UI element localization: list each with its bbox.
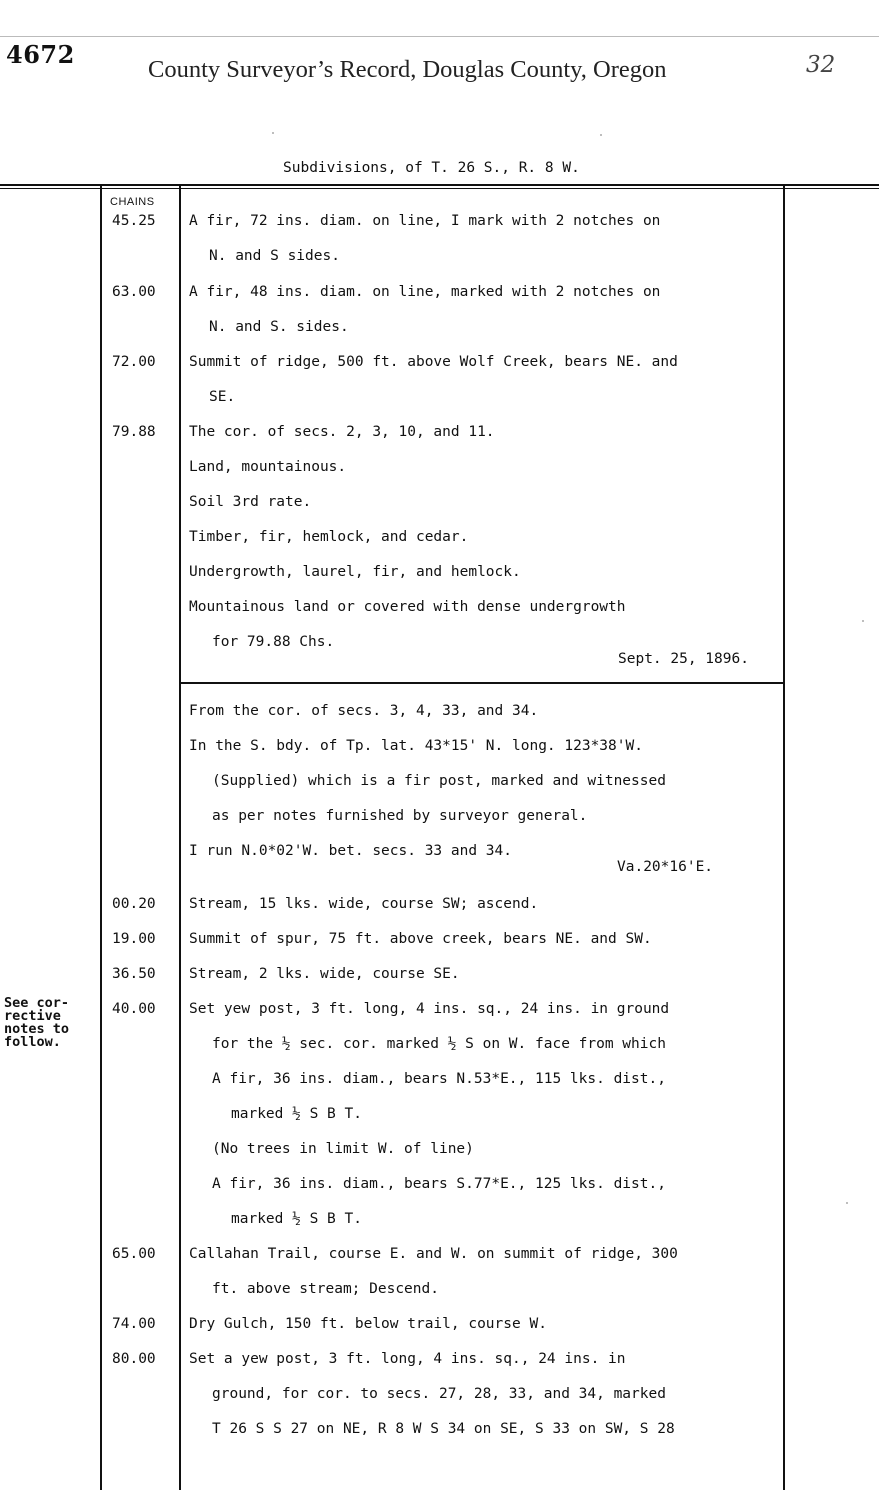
record-line: Land, mountainous. bbox=[189, 459, 347, 475]
record-line: as per notes furnished by surveyor general. bbox=[212, 808, 588, 824]
record-line: In the S. bdy. of Tp. lat. 43*15' N. long. 123*38'W. bbox=[189, 738, 643, 754]
scan-speck bbox=[272, 132, 274, 134]
record-line: ft. above stream; Descend. bbox=[212, 1281, 439, 1297]
chain-value: 19.00 bbox=[112, 931, 156, 947]
chain-value: 80.00 bbox=[112, 1351, 156, 1367]
record-line: Mountainous land or covered with dense undergrowth bbox=[189, 599, 626, 615]
text-column-right-border bbox=[783, 186, 785, 1490]
table-top-rule bbox=[0, 184, 879, 186]
record-line: Summit of ridge, 500 ft. above Wolf Creek, bears NE. and bbox=[189, 354, 678, 370]
record-line: From the cor. of secs. 3, 4, 33, and 34. bbox=[189, 703, 539, 719]
record-line: Soil 3rd rate. bbox=[189, 494, 312, 510]
chain-value: 63.00 bbox=[112, 284, 156, 300]
chain-value: 36.50 bbox=[112, 966, 156, 982]
record-line: Callahan Trail, course E. and W. on summit of ridge, 300 bbox=[189, 1246, 678, 1262]
record-line: Undergrowth, laurel, fir, and hemlock. bbox=[189, 564, 521, 580]
scan-speck bbox=[862, 620, 864, 622]
record-line: I run N.0*02'W. bet. secs. 33 and 34. bbox=[189, 843, 513, 859]
page-title: County Surveyor’s Record, Douglas County, Oregon bbox=[148, 56, 667, 83]
variation-note: Va.20*16'E. bbox=[617, 859, 714, 875]
record-line: (No trees in limit W. of line) bbox=[212, 1141, 474, 1157]
record-line: ground, for cor. to secs. 27, 28, 33, and 34, marked bbox=[212, 1386, 666, 1402]
record-line: A fir, 36 ins. diam., bears N.53*E., 115 lks. dist., bbox=[212, 1071, 666, 1087]
record-line: Set yew post, 3 ft. long, 4 ins. sq., 24 ins. in ground bbox=[189, 1001, 670, 1017]
scan-speck bbox=[600, 134, 602, 136]
section-subtitle: Subdivisions, of T. 26 S., R. 8 W. bbox=[283, 160, 580, 176]
record-line: for the ½ sec. cor. marked ½ S on W. face from which bbox=[212, 1036, 666, 1052]
chain-value: 40.00 bbox=[112, 1001, 156, 1017]
margin-note bbox=[4, 997, 69, 1049]
record-line: T 26 S S 27 on NE, R 8 W S 34 on SE, S 33 on SW, S 28 bbox=[212, 1421, 675, 1437]
chain-value: 72.00 bbox=[112, 354, 156, 370]
record-line: (Supplied) which is a fir post, marked and witnessed bbox=[212, 773, 666, 789]
margin-note-line: See cor- bbox=[4, 995, 70, 1011]
chain-value: 00.20 bbox=[112, 896, 156, 912]
record-line: Stream, 15 lks. wide, course SW; ascend. bbox=[189, 896, 539, 912]
record-line: Timber, fir, hemlock, and cedar. bbox=[189, 529, 469, 545]
margin-note-line: rective bbox=[4, 1008, 61, 1024]
record-line: Stream, 2 lks. wide, course SE. bbox=[189, 966, 460, 982]
handwritten-page-number: 32 bbox=[806, 52, 836, 78]
record-line: SE. bbox=[209, 389, 236, 405]
record-line: N. and S sides. bbox=[209, 248, 340, 264]
chain-value: 79.88 bbox=[112, 424, 156, 440]
page-number: 4672 bbox=[6, 40, 75, 69]
record-line: A fir, 72 ins. diam. on line, I mark with 2 notches on bbox=[189, 213, 661, 229]
record-line: A fir, 48 ins. diam. on line, marked with 2 notches on bbox=[189, 284, 661, 300]
record-line: Summit of spur, 75 ft. above creek, bears NE. and SW. bbox=[189, 931, 652, 947]
chain-value: 65.00 bbox=[112, 1246, 156, 1262]
record-line: The cor. of secs. 2, 3, 10, and 11. bbox=[189, 424, 495, 440]
table-top-rule-inner bbox=[0, 188, 879, 189]
record-line: marked ½ S B T. bbox=[231, 1106, 362, 1122]
section-divider bbox=[179, 682, 784, 684]
record-line: A fir, 36 ins. diam., bears S.77*E., 125 lks. dist., bbox=[212, 1176, 666, 1192]
record-date: Sept. 25, 1896. bbox=[618, 651, 749, 667]
record-line: for 79.88 Chs. bbox=[212, 634, 335, 650]
chain-value: 74.00 bbox=[112, 1316, 156, 1332]
record-line: Set a yew post, 3 ft. long, 4 ins. sq., 24 ins. in bbox=[189, 1351, 626, 1367]
header-rule bbox=[0, 36, 879, 37]
scan-speck bbox=[846, 1202, 848, 1204]
margin-note-line: notes to bbox=[4, 1021, 70, 1037]
record-line: Dry Gulch, 150 ft. below trail, course W. bbox=[189, 1316, 547, 1332]
chains-column-header: CHAINS bbox=[110, 196, 155, 208]
chains-column-right-border bbox=[179, 186, 181, 1490]
chains-column-left-border bbox=[100, 186, 102, 1490]
chain-value: 45.25 bbox=[112, 213, 156, 229]
record-line: marked ½ S B T. bbox=[231, 1211, 362, 1227]
margin-note-line: follow. bbox=[4, 1034, 61, 1050]
record-line: N. and S. sides. bbox=[209, 319, 349, 335]
